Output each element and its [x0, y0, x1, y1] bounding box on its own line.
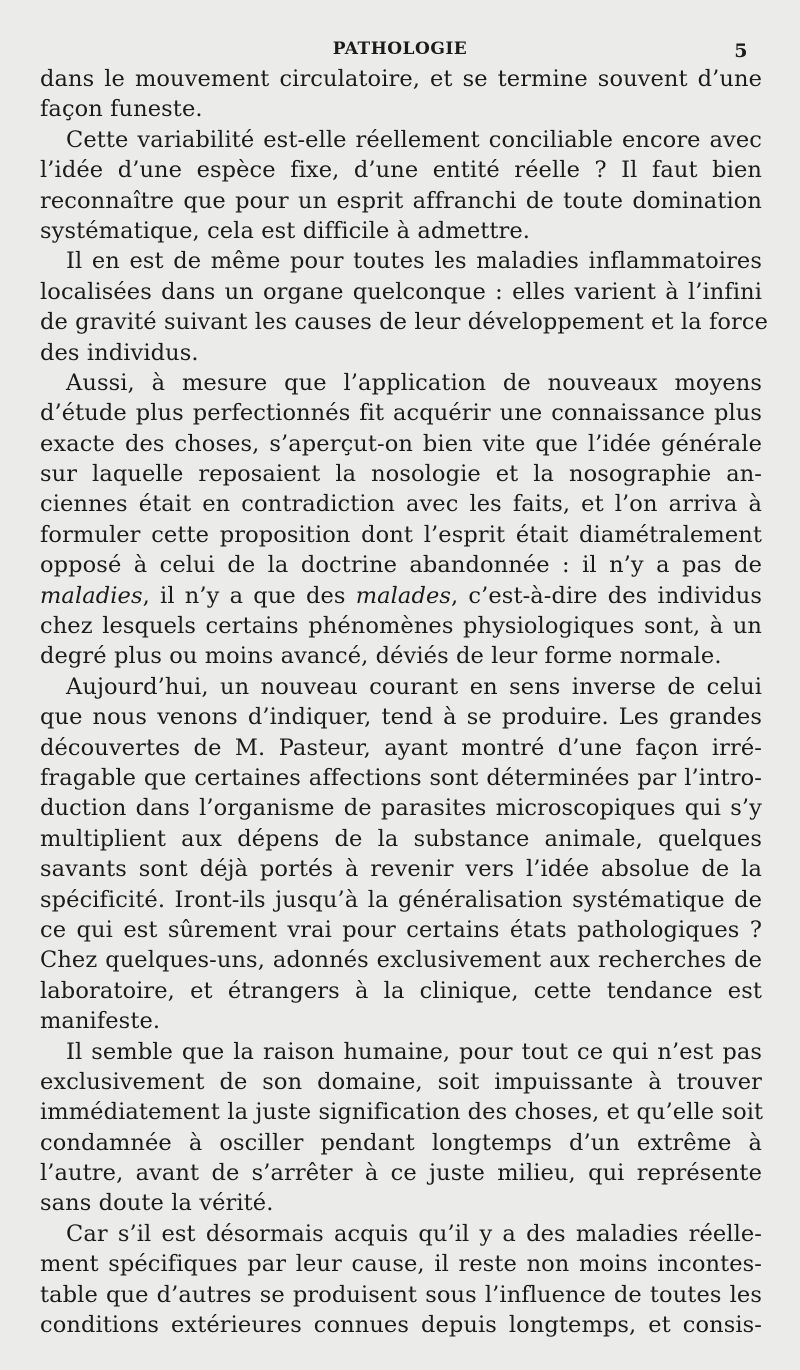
italic-word: malades: [355, 582, 452, 609]
paragraph: [40, 1219, 762, 1341]
page-number: 5: [734, 40, 748, 62]
text-line: systématique, cela est difficile à admettre.: [40, 217, 531, 244]
text-line: ciennes était en contradiction avec les faits, et l’on arriva à: [40, 491, 762, 518]
text-line: d’étude plus perfectionnés fit acquérir une connaissance plus: [40, 400, 762, 427]
text-line: façon funeste.: [40, 96, 203, 123]
body-text: [40, 64, 769, 1340]
text-line: formuler cette proposition dont l’esprit était diamétralement: [40, 521, 762, 548]
paragraph: [40, 1037, 762, 1219]
italic-word: maladies: [40, 582, 143, 609]
text-line-mixed: [40, 581, 762, 611]
text-line: conditions extérieures connues depuis longtemps, et consis-: [40, 1312, 762, 1339]
text-line: que nous venons d’indiquer, tend à se produire. Les grandes: [40, 704, 762, 731]
paragraph: [40, 64, 762, 125]
text-line: condamnée à osciller pendant longtemps d’un extrême à: [40, 1129, 762, 1156]
text-line: chez lesquels certains phénomènes physiologiques sont, à un: [40, 613, 762, 640]
paragraph: [40, 246, 769, 368]
inline-text: , c’est-à-dire des individus: [451, 582, 762, 609]
page-header: [0, 31, 800, 61]
text-line: l’autre, avant de s’arrêter à ce juste milieu, qui représente: [40, 1160, 762, 1187]
text-line: dans le mouvement circulatoire, et se termine souvent d’une: [40, 66, 762, 92]
text-line: duction dans l’organisme de parasites microscopiques qui s’y: [40, 795, 762, 822]
text-line: Aussi, à mesure que l’application de nouveaux moyens: [66, 369, 762, 396]
text-line: table que d’autres se produisent sous l’influence de toutes les: [40, 1281, 762, 1308]
text-line: savants sont déjà portés à revenir vers l’idée absolue de la: [40, 856, 762, 883]
text-line: opposé à celui de la doctrine abandonnée : il n’y a pas de: [40, 552, 762, 579]
text-line: multiplient aux dépens de la substance animale, quelques: [40, 825, 762, 852]
text-line: degré plus ou moins avancé, déviés de leur forme normale.: [40, 643, 722, 670]
text-line: Il en est de même pour toutes les maladies inflammatoires: [66, 248, 762, 275]
text-line: l’idée d’une espèce fixe, d’une entité réelle ? Il faut bien: [40, 157, 762, 184]
text-line: découvertes de M. Pasteur, ayant montré d’une façon irré-: [40, 734, 762, 761]
text-line: manifeste.: [40, 1008, 161, 1035]
text-line: des individus.: [40, 339, 199, 366]
text-line: Aujourd’hui, un nouveau courant en sens inverse de celui: [66, 673, 762, 700]
text-line: sans doute la vérité.: [40, 1190, 274, 1217]
paragraph: [40, 125, 762, 247]
text-line: Cette variabilité est-elle réellement conciliable encore avec: [66, 126, 762, 153]
running-title: PATHOLOGIE: [332, 39, 468, 59]
text-line: laboratoire, et étrangers à la clinique, cette tendance est: [40, 977, 762, 1004]
text-line: de gravité suivant les causes de leur développement et la force: [40, 309, 769, 336]
inline-text: , il n’y a que des: [142, 582, 356, 609]
text-line: spécificité. Iront-ils jusqu’à la généralisation systématique de: [40, 886, 762, 913]
paragraph: [40, 672, 762, 1037]
text-line: ce qui est sûrement vrai pour certains états pathologiques ?: [40, 916, 762, 943]
text-line: localisées dans un organe quelconque : elles varient à l’infini: [40, 278, 762, 305]
text-line: immédiatement la juste signification des choses, et qu’elle soit: [40, 1099, 764, 1126]
text-line: Il semble que la raison humaine, pour tout ce qui n’est pas: [66, 1038, 762, 1065]
text-line: fragable que certaines affections sont déterminées par l’intro-: [40, 764, 762, 791]
text-line: exacte des choses, s’aperçut-on bien vite que l’idée générale: [40, 430, 762, 457]
text-line: reconnaître que pour un esprit affranchi de toute domination: [40, 187, 762, 214]
text-line: Car s’il est désormais acquis qu’il y a des maladies réelle-: [66, 1220, 762, 1247]
text-line: ment spécifiques par leur cause, il reste non moins incontes-: [40, 1251, 762, 1278]
text-line: sur laquelle reposaient la nosologie et la nosographie an-: [40, 461, 762, 488]
paragraph: [40, 368, 762, 672]
text-line: exclusivement de son domaine, soit impuissante à trouver: [40, 1068, 762, 1095]
text-line: Chez quelques-uns, adonnés exclusivement aux recherches de: [40, 947, 762, 974]
